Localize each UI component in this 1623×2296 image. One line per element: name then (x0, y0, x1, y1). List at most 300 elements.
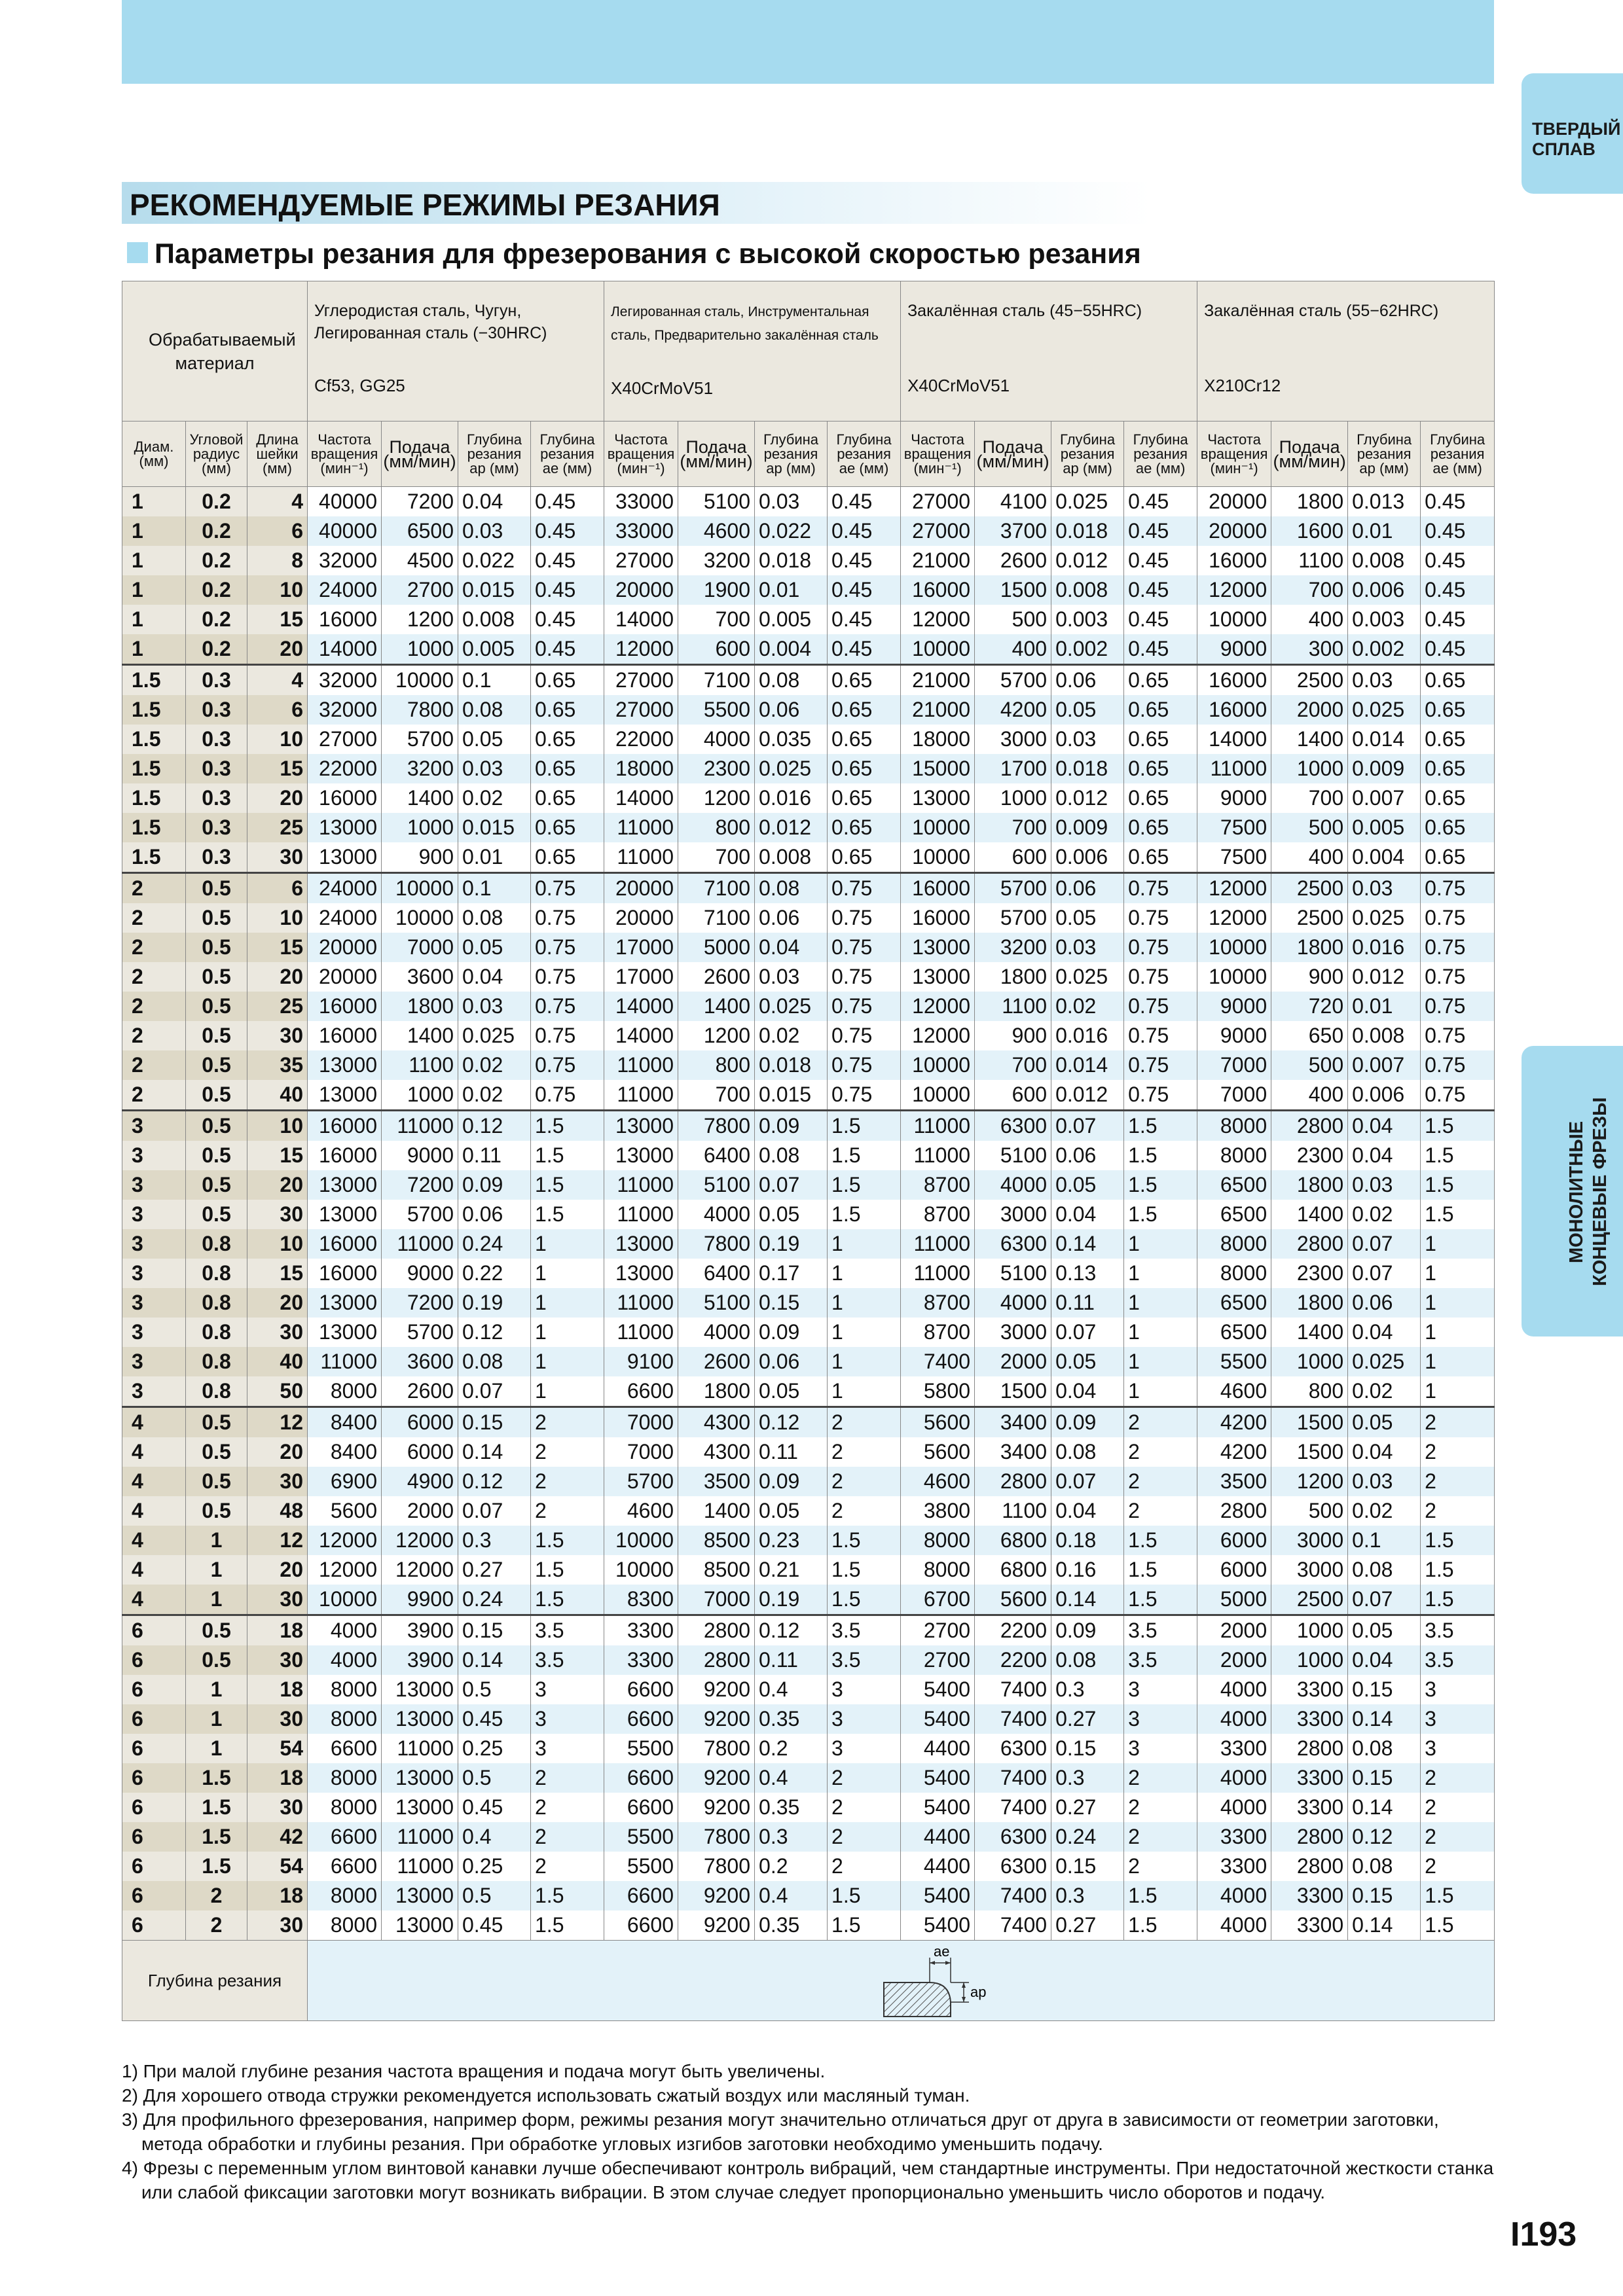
header-line: Частота (318, 431, 371, 448)
data-cell: 0.08 (755, 665, 828, 696)
data-cell: 0.14 (458, 1437, 531, 1467)
data-cell: 9000 (1197, 783, 1271, 813)
key-cell: 30 (247, 1585, 308, 1615)
data-cell: 1.5 (531, 1555, 604, 1585)
data-cell: 0.75 (1124, 1021, 1197, 1050)
key-cell: 1 (122, 516, 186, 546)
data-cell: 6000 (1197, 1555, 1271, 1585)
header-line: Глубина (1060, 431, 1116, 448)
key-cell: 10 (247, 1111, 308, 1141)
data-cell: 0.75 (828, 1080, 901, 1111)
data-cell: 7100 (678, 665, 755, 696)
data-cell: 0.018 (755, 546, 828, 575)
data-cell: 0.004 (1348, 842, 1421, 873)
data-cell: 6600 (604, 1376, 678, 1407)
key-cell: 1.5 (186, 1852, 247, 1881)
data-cell: 6500 (1197, 1288, 1271, 1318)
key-cell: 50 (247, 1376, 308, 1407)
neck-length-header (247, 422, 308, 487)
data-cell: 1 (1421, 1376, 1495, 1407)
data-cell: 2000 (1197, 1615, 1271, 1646)
data-cell: 600 (975, 1080, 1051, 1111)
header-line: (мм/мин) (680, 451, 753, 471)
depth-ae-header (828, 422, 901, 487)
data-cell: 2800 (1271, 1734, 1348, 1763)
data-cell: 7000 (604, 1407, 678, 1438)
data-cell: 1400 (1271, 1200, 1348, 1229)
data-cell: 0.012 (1051, 783, 1124, 813)
data-cell: 6600 (308, 1852, 382, 1881)
data-cell: 0.022 (755, 516, 828, 546)
data-cell: 4600 (678, 516, 755, 546)
data-cell: 0.75 (1421, 873, 1495, 904)
data-cell: 13000 (382, 1704, 458, 1734)
data-cell: 7800 (678, 1734, 755, 1763)
data-cell: 4300 (678, 1437, 755, 1467)
data-cell: 0.75 (1421, 1080, 1495, 1111)
data-cell: 24000 (308, 575, 382, 605)
data-cell: 1000 (1271, 1347, 1348, 1376)
key-cell: 8 (247, 546, 308, 575)
depth-ae-header (531, 422, 604, 487)
data-cell: 0.02 (458, 1050, 531, 1080)
data-cell: 0.003 (1051, 605, 1124, 634)
key-cell: 0.3 (186, 842, 247, 873)
data-cell: 9000 (1197, 992, 1271, 1021)
data-cell: 10000 (604, 1526, 678, 1555)
page-title: РЕКОМЕНДУЕМЫЕ РЕЖИМЫ РЕЗАНИЯ (130, 188, 720, 222)
data-cell: 3300 (604, 1645, 678, 1675)
key-cell: 1 (186, 1734, 247, 1763)
data-cell: 0.005 (755, 605, 828, 634)
data-cell: 3200 (382, 754, 458, 783)
data-cell: 4600 (604, 1496, 678, 1526)
data-cell: 0.002 (1051, 634, 1124, 665)
data-cell: 900 (382, 842, 458, 873)
data-cell: 0.65 (828, 725, 901, 754)
key-cell: 6 (122, 1704, 186, 1734)
data-cell: 1.5 (531, 1585, 604, 1615)
cutting-data-table (122, 281, 1495, 2021)
data-cell: 0.22 (458, 1259, 531, 1288)
header-line: ae (мм) (1135, 459, 1186, 476)
key-cell: 0.3 (186, 754, 247, 783)
data-cell: 1.5 (1124, 1881, 1197, 1910)
data-cell: 2 (1421, 1852, 1495, 1881)
data-cell: 0.015 (458, 575, 531, 605)
section-tab-carbide (1522, 73, 1623, 194)
data-cell: 3400 (975, 1437, 1051, 1467)
data-cell: 1.5 (828, 1170, 901, 1200)
data-cell: 8000 (308, 1704, 382, 1734)
key-cell: 20 (247, 1555, 308, 1585)
table-row (122, 1852, 1495, 1881)
header-line: Частота (614, 431, 668, 448)
data-cell: 2 (1124, 1407, 1197, 1438)
material-grade: X210Cr12 (1204, 376, 1281, 395)
data-cell: 5500 (604, 1852, 678, 1881)
data-cell: 1 (531, 1318, 604, 1347)
key-cell: 2 (186, 1881, 247, 1910)
footnote: 1) При малой глубине резания частота вращения и подача могут быть увеличены. (122, 2061, 826, 2081)
data-cell: 11000 (604, 813, 678, 842)
data-cell: 0.23 (755, 1526, 828, 1555)
data-cell: 4200 (1197, 1437, 1271, 1467)
data-cell: 12000 (1197, 575, 1271, 605)
data-cell: 1 (1124, 1318, 1197, 1347)
data-cell: 10000 (901, 634, 975, 665)
data-cell: 500 (975, 605, 1051, 634)
data-cell: 3000 (1271, 1526, 1348, 1555)
data-cell: 700 (975, 813, 1051, 842)
data-cell: 10000 (901, 1050, 975, 1080)
key-cell: 2 (122, 992, 186, 1021)
data-cell: 0.65 (1421, 813, 1495, 842)
data-cell: 1000 (382, 1080, 458, 1111)
data-cell: 0.45 (1421, 634, 1495, 665)
data-cell: 6600 (604, 1704, 678, 1734)
data-cell: 3.5 (828, 1645, 901, 1675)
header-line: Угловой (189, 431, 244, 448)
data-cell: 3 (531, 1734, 604, 1763)
data-cell: 10000 (1197, 962, 1271, 992)
key-cell: 0.5 (186, 1080, 247, 1111)
data-cell: 1500 (975, 575, 1051, 605)
key-cell: 30 (247, 1910, 308, 1941)
key-cell: 0.5 (186, 933, 247, 962)
data-cell: 0.009 (1348, 754, 1421, 783)
data-cell: 14000 (604, 992, 678, 1021)
data-cell: 3300 (1271, 1675, 1348, 1704)
data-cell: 9200 (678, 1675, 755, 1704)
data-cell: 4200 (975, 695, 1051, 725)
data-cell: 7400 (975, 1704, 1051, 1734)
data-cell: 8000 (1197, 1141, 1271, 1170)
data-cell: 12000 (901, 992, 975, 1021)
key-cell: 40 (247, 1347, 308, 1376)
data-cell: 1.5 (1124, 1141, 1197, 1170)
data-cell: 1 (531, 1229, 604, 1259)
data-cell: 1200 (1271, 1467, 1348, 1496)
data-cell: 11000 (604, 842, 678, 873)
key-cell: 0.5 (186, 1141, 247, 1170)
data-cell: 0.65 (828, 754, 901, 783)
data-cell: 1500 (1271, 1407, 1348, 1438)
data-cell: 12000 (382, 1555, 458, 1585)
data-cell: 3.5 (1421, 1615, 1495, 1646)
data-cell: 3000 (975, 725, 1051, 754)
data-cell: 16000 (308, 1229, 382, 1259)
data-cell: 0.45 (1124, 575, 1197, 605)
key-cell: 3 (122, 1111, 186, 1141)
data-cell: 8700 (901, 1170, 975, 1200)
data-cell: 0.15 (1348, 1675, 1421, 1704)
key-cell: 2 (122, 873, 186, 904)
data-cell: 7800 (382, 695, 458, 725)
table-row (122, 1555, 1495, 1585)
key-cell: 20 (247, 783, 308, 813)
data-cell: 16000 (308, 605, 382, 634)
data-cell: 0.018 (1051, 516, 1124, 546)
data-cell: 0.3 (458, 1526, 531, 1555)
header-line: Длина (256, 431, 299, 448)
data-cell: 0.75 (531, 1021, 604, 1050)
data-cell: 13000 (308, 1200, 382, 1229)
data-cell: 11000 (382, 1852, 458, 1881)
data-cell: 0.15 (1051, 1734, 1124, 1763)
data-cell: 2800 (678, 1615, 755, 1646)
data-cell: 11000 (604, 1080, 678, 1111)
header-line: (мин⁻¹) (320, 459, 369, 476)
data-cell: 2600 (382, 1376, 458, 1407)
data-cell: 0.75 (828, 992, 901, 1021)
data-cell: 8000 (901, 1555, 975, 1585)
data-cell: 3600 (382, 1347, 458, 1376)
data-cell: 11000 (604, 1170, 678, 1200)
data-cell: 3500 (678, 1467, 755, 1496)
key-cell: 2 (122, 1021, 186, 1050)
key-cell: 1.5 (186, 1822, 247, 1852)
data-cell: 0.75 (1421, 903, 1495, 933)
data-cell: 0.65 (828, 813, 901, 842)
data-cell: 0.03 (755, 487, 828, 517)
data-cell: 2 (1421, 1793, 1495, 1822)
data-cell: 1800 (1271, 1170, 1348, 1200)
data-cell: 1100 (975, 992, 1051, 1021)
key-cell: 40 (247, 1080, 308, 1111)
data-cell: 2800 (1271, 1111, 1348, 1141)
data-cell: 3 (1124, 1704, 1197, 1734)
table-row (122, 933, 1495, 962)
data-cell: 2500 (1271, 873, 1348, 904)
data-cell: 1 (1124, 1259, 1197, 1288)
data-cell: 0.14 (458, 1645, 531, 1675)
data-cell: 5700 (604, 1467, 678, 1496)
key-cell: 30 (247, 1793, 308, 1822)
data-cell: 0.65 (531, 842, 604, 873)
data-cell: 0.009 (1051, 813, 1124, 842)
data-cell: 1 (1421, 1229, 1495, 1259)
data-cell: 0.3 (1051, 1881, 1124, 1910)
data-cell: 1 (1124, 1376, 1197, 1407)
data-cell: 0.65 (1421, 665, 1495, 696)
data-cell: 3 (1124, 1675, 1197, 1704)
data-cell: 2 (828, 1437, 901, 1467)
corner-radius-header (186, 422, 247, 487)
data-cell: 10000 (1197, 933, 1271, 962)
data-cell: 3300 (1197, 1852, 1271, 1881)
data-cell: 1.5 (1124, 1585, 1197, 1615)
key-cell: 0.8 (186, 1259, 247, 1288)
data-cell: 650 (1271, 1021, 1348, 1050)
key-cell: 25 (247, 992, 308, 1021)
data-cell: 3500 (1197, 1467, 1271, 1496)
data-cell: 0.45 (1124, 605, 1197, 634)
top-color-band (122, 0, 1494, 84)
key-cell: 6 (122, 1615, 186, 1646)
header-line: Глубина (1357, 431, 1412, 448)
key-cell: 30 (247, 1200, 308, 1229)
data-cell: 1000 (1271, 1615, 1348, 1646)
data-cell: 2 (1421, 1496, 1495, 1526)
key-cell: 1 (186, 1704, 247, 1734)
table-row (122, 634, 1495, 665)
data-cell: 1400 (678, 1496, 755, 1526)
data-cell: 7500 (1197, 842, 1271, 873)
data-cell: 0.07 (1348, 1229, 1421, 1259)
data-cell: 1.5 (828, 1200, 901, 1229)
data-cell: 0.14 (1348, 1793, 1421, 1822)
data-cell: 0.012 (1051, 1080, 1124, 1111)
workpiece-shape (884, 1982, 951, 2017)
data-cell: 2 (531, 1822, 604, 1852)
key-cell: 15 (247, 1259, 308, 1288)
data-cell: 0.45 (531, 516, 604, 546)
data-cell: 0.12 (458, 1318, 531, 1347)
data-cell: 7000 (382, 933, 458, 962)
data-cell: 800 (1271, 1376, 1348, 1407)
data-cell: 4000 (975, 1288, 1051, 1318)
depth-ap-header (458, 422, 531, 487)
data-cell: 13000 (382, 1763, 458, 1793)
header-line: Подача (685, 437, 747, 457)
key-cell: 54 (247, 1852, 308, 1881)
table-row (122, 1585, 1495, 1615)
data-cell: 5400 (901, 1793, 975, 1822)
data-cell: 20000 (308, 933, 382, 962)
data-cell: 0.45 (531, 546, 604, 575)
data-cell: 0.24 (1051, 1822, 1124, 1852)
header-line: резания (540, 445, 594, 462)
key-cell: 0.3 (186, 783, 247, 813)
data-cell: 6600 (604, 1910, 678, 1941)
data-cell: 0.4 (755, 1763, 828, 1793)
key-cell: 0.8 (186, 1376, 247, 1407)
data-cell: 0.035 (755, 725, 828, 754)
data-cell: 0.03 (458, 754, 531, 783)
header-line: Глубина (1430, 431, 1486, 448)
data-cell: 0.75 (828, 933, 901, 962)
data-cell: 9100 (604, 1347, 678, 1376)
data-cell: 0.01 (458, 842, 531, 873)
data-cell: 0.007 (1348, 783, 1421, 813)
data-cell: 0.65 (1124, 783, 1197, 813)
data-cell: 3300 (1271, 1793, 1348, 1822)
table-row (122, 575, 1495, 605)
data-cell: 3 (531, 1675, 604, 1704)
data-cell: 1.5 (1421, 1111, 1495, 1141)
header-line: (мин⁻¹) (913, 459, 962, 476)
data-cell: 1800 (1271, 487, 1348, 517)
header-line: радиус (192, 445, 240, 462)
data-cell: 8700 (901, 1288, 975, 1318)
data-cell: 0.14 (1348, 1704, 1421, 1734)
data-cell: 2300 (1271, 1141, 1348, 1170)
data-cell: 0.03 (1051, 725, 1124, 754)
data-cell: 6900 (308, 1467, 382, 1496)
header-line: ap (мм) (1359, 459, 1409, 476)
data-cell: 1.5 (1421, 1910, 1495, 1941)
key-cell: 2 (122, 933, 186, 962)
data-cell: 6300 (975, 1111, 1051, 1141)
key-cell: 1 (186, 1585, 247, 1615)
table-row (122, 873, 1495, 904)
key-cell: 3 (122, 1200, 186, 1229)
data-cell: 1000 (1271, 754, 1348, 783)
material-group-2 (604, 281, 901, 422)
data-cell: 0.012 (755, 813, 828, 842)
data-cell: 1 (828, 1229, 901, 1259)
table-row (122, 1496, 1495, 1526)
data-cell: 3300 (1197, 1822, 1271, 1852)
data-cell: 1800 (1271, 1288, 1348, 1318)
data-cell: 13000 (308, 1050, 382, 1080)
data-cell: 20000 (604, 903, 678, 933)
data-cell: 0.007 (1348, 1050, 1421, 1080)
material-group-4 (1197, 281, 1495, 422)
data-cell: 10000 (604, 1555, 678, 1585)
data-cell: 6000 (1197, 1526, 1271, 1555)
data-cell: 12000 (1197, 903, 1271, 933)
header-line: (мин⁻¹) (1210, 459, 1258, 476)
data-cell: 3700 (975, 516, 1051, 546)
data-cell: 6600 (604, 1763, 678, 1793)
rpm-header (604, 422, 678, 487)
ap-label: ap (970, 1984, 987, 2000)
key-cell: 2 (186, 1910, 247, 1941)
data-cell: 11000 (604, 1050, 678, 1080)
key-cell: 0.5 (186, 903, 247, 933)
data-cell: 16000 (308, 1021, 382, 1050)
data-cell: 0.12 (1348, 1822, 1421, 1852)
data-cell: 0.04 (755, 933, 828, 962)
header-line: ap (мм) (766, 459, 816, 476)
data-cell: 0.04 (1348, 1645, 1421, 1675)
data-cell: 0.65 (531, 725, 604, 754)
key-cell: 0.3 (186, 695, 247, 725)
data-cell: 0.03 (755, 962, 828, 992)
data-cell: 0.27 (1051, 1793, 1124, 1822)
data-cell: 5000 (1197, 1585, 1271, 1615)
data-cell: 16000 (1197, 665, 1271, 696)
data-cell: 600 (975, 842, 1051, 873)
data-cell: 4000 (1197, 1763, 1271, 1793)
data-cell: 0.14 (1348, 1910, 1421, 1941)
data-cell: 2 (1124, 1437, 1197, 1467)
data-cell: 0.12 (755, 1615, 828, 1646)
key-cell: 0.5 (186, 1407, 247, 1438)
data-cell: 11000 (901, 1141, 975, 1170)
key-cell: 10 (247, 903, 308, 933)
data-cell: 0.24 (458, 1229, 531, 1259)
data-cell: 5500 (678, 695, 755, 725)
table-row (122, 783, 1495, 813)
depth-ap-header (1051, 422, 1124, 487)
data-cell: 0.02 (1348, 1200, 1421, 1229)
key-cell: 0.5 (186, 962, 247, 992)
data-cell: 0.025 (755, 754, 828, 783)
data-cell: 0.08 (755, 1141, 828, 1170)
data-cell: 0.75 (531, 903, 604, 933)
data-cell: 0.08 (1348, 1555, 1421, 1585)
data-cell: 1 (1421, 1318, 1495, 1347)
data-cell: 4000 (678, 1200, 755, 1229)
data-cell: 0.5 (458, 1675, 531, 1704)
header-line: вращения (903, 445, 972, 462)
data-cell: 0.003 (1348, 605, 1421, 634)
data-cell: 0.12 (458, 1467, 531, 1496)
data-cell: 1 (828, 1288, 901, 1318)
